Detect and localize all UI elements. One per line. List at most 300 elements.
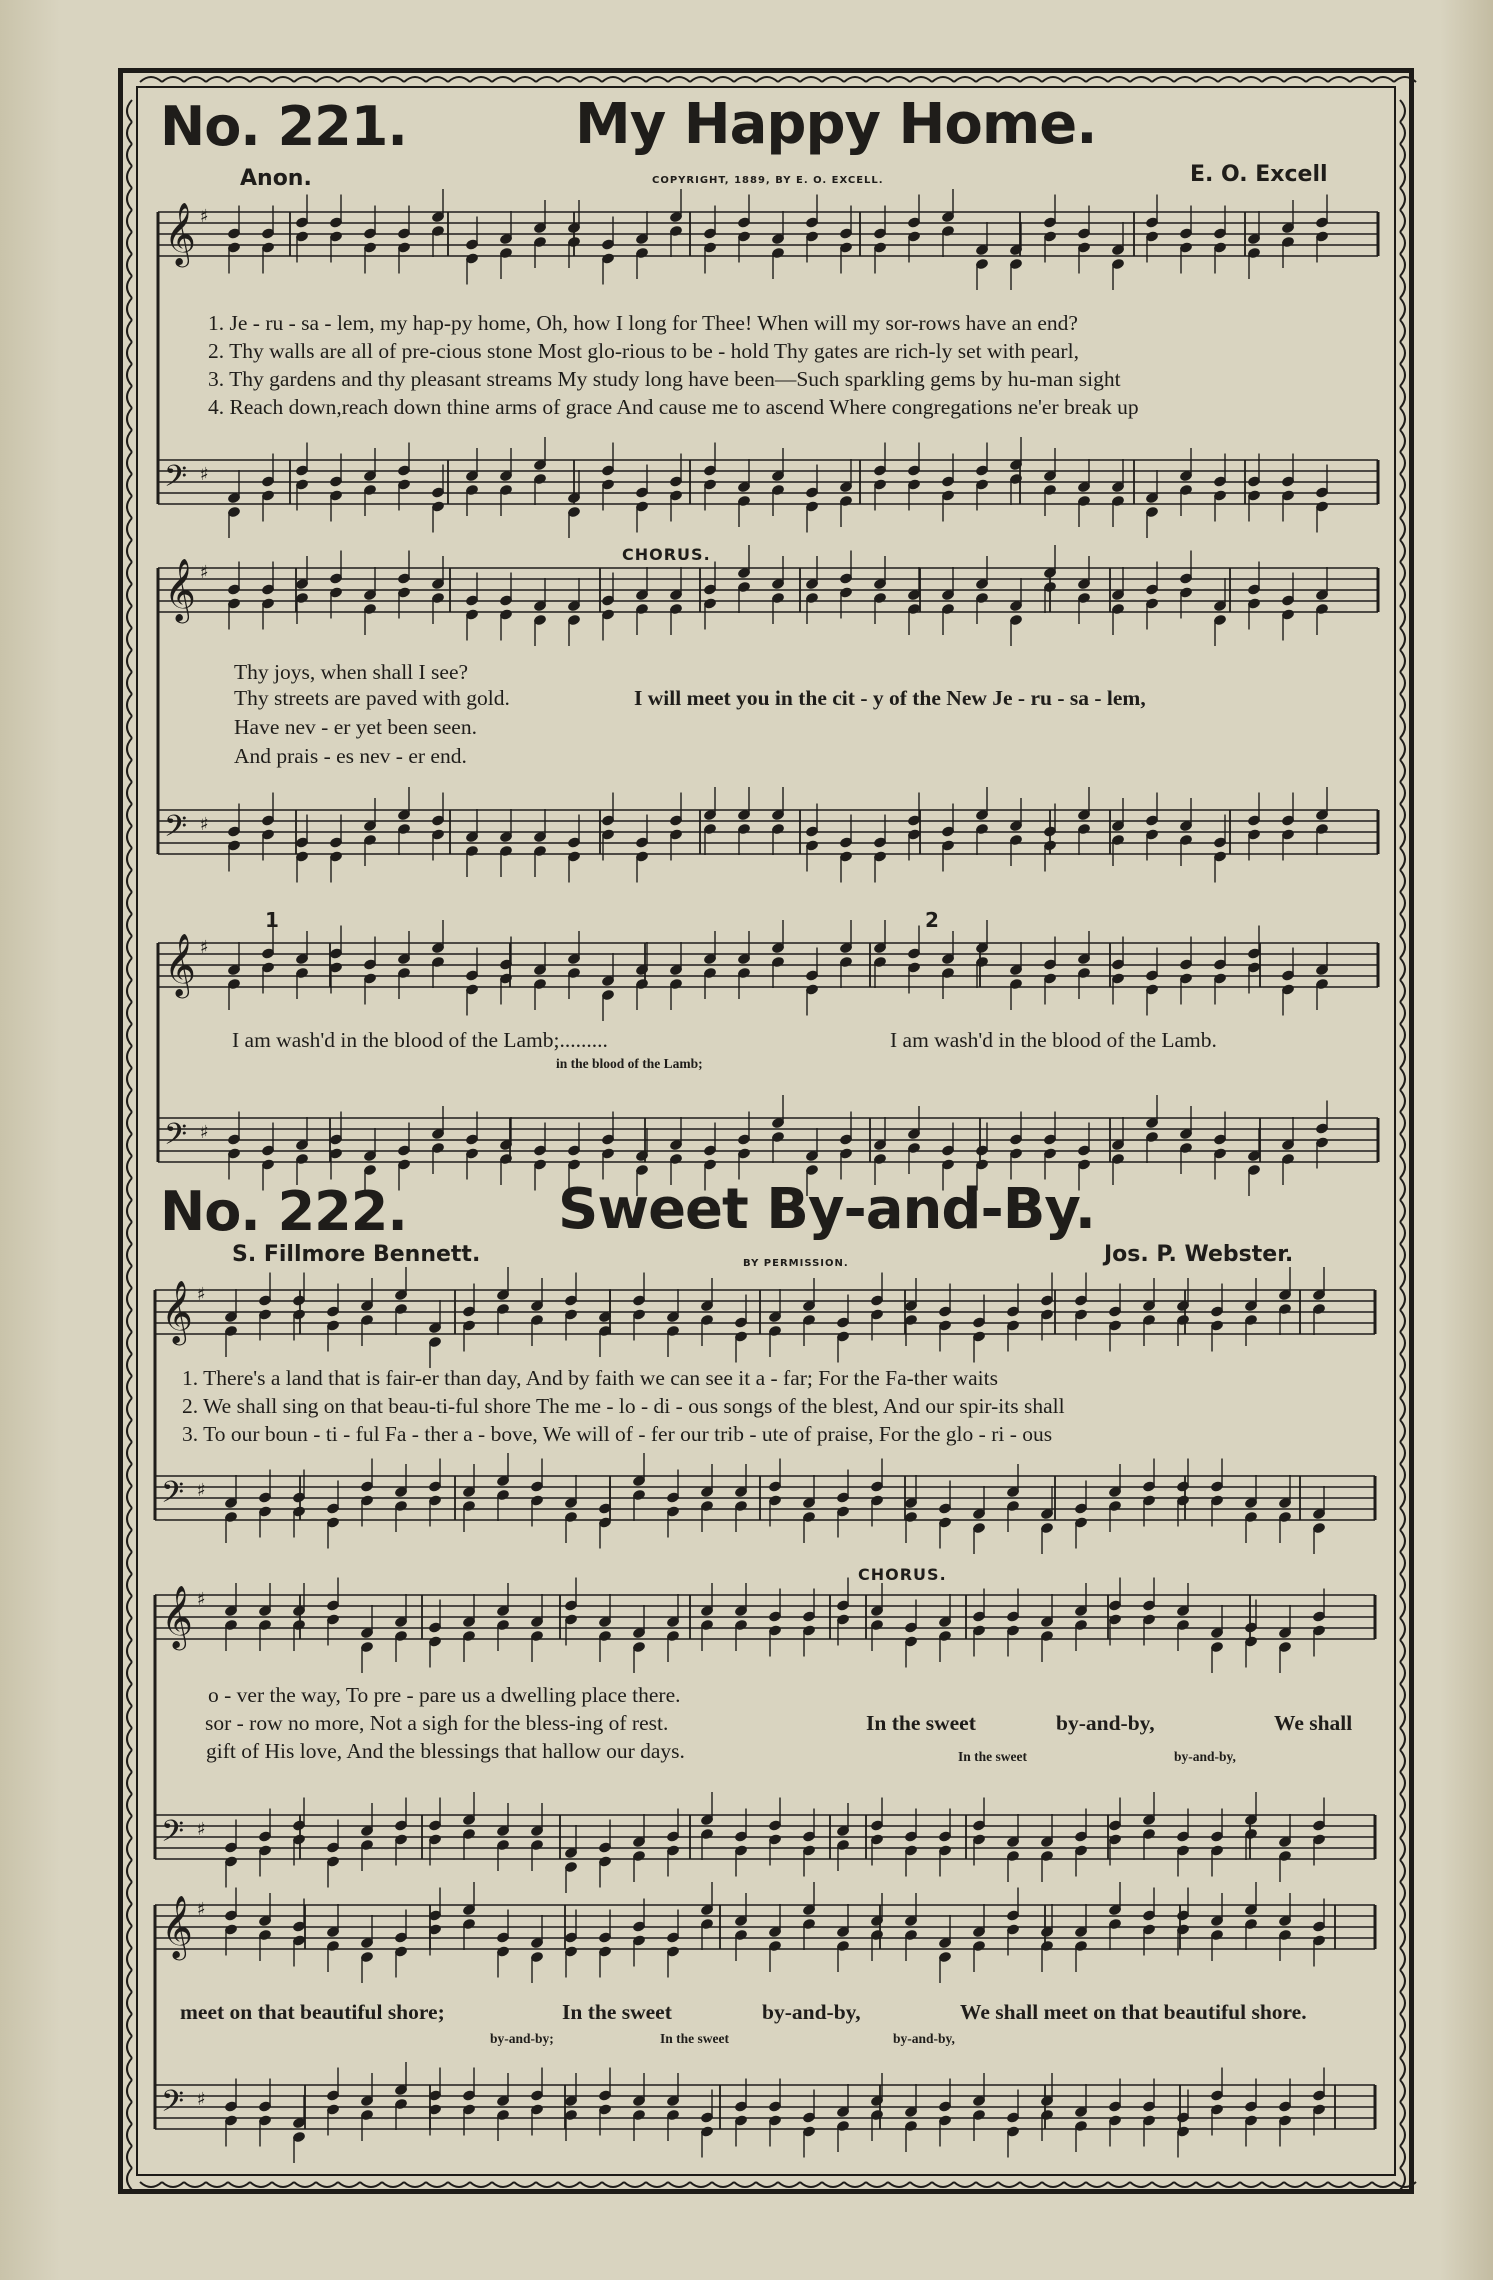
lyricist: S. Fillmore Bennett.	[232, 1242, 481, 1267]
border-scallop	[127, 1266, 132, 1288]
border-scallop	[127, 1530, 132, 1552]
chorus-lyric: Have nev - er yet been seen.	[234, 715, 477, 739]
border-scallop	[1400, 1266, 1405, 1288]
border-scallop	[1400, 1398, 1405, 1420]
border-scallop	[668, 2182, 690, 2187]
border-scallop	[1400, 1046, 1405, 1068]
border-scallop	[127, 562, 132, 584]
border-scallop	[1400, 1706, 1405, 1728]
verse-line: 3. To our boun - ti - ful Fa - ther a - bove, We will of - fer our trib - ute of praise, For the glo - ri - ous	[182, 1422, 1053, 1446]
border-scallop	[1400, 210, 1405, 232]
border-scallop	[976, 2182, 998, 2187]
border-scallop	[127, 298, 132, 320]
border-scallop	[1400, 848, 1405, 870]
border-scallop	[888, 77, 910, 82]
border-scallop	[1400, 540, 1405, 562]
border-scallop	[127, 1992, 132, 2014]
border-scallop	[998, 77, 1020, 82]
key-signature-sharp: ♯	[200, 814, 209, 835]
border-scallop	[1400, 672, 1405, 694]
border-scallop	[1328, 2182, 1350, 2187]
border-scallop	[998, 2182, 1020, 2187]
chorus-lyric: And prais - es nev - er end.	[234, 744, 467, 768]
permission-notice: BY PERMISSION.	[743, 1258, 849, 1269]
key-signature-sharp: ♯	[200, 562, 209, 583]
border-scallop	[470, 77, 492, 82]
border-scallop	[127, 1134, 132, 1156]
border-scallop	[1400, 562, 1405, 584]
border-scallop	[954, 2182, 976, 2187]
border-scallop	[1086, 77, 1108, 82]
border-scallop	[492, 77, 514, 82]
border-scallop	[127, 1750, 132, 1772]
border-scallop	[1400, 1222, 1405, 1244]
border-scallop	[1400, 1112, 1405, 1134]
border-scallop	[536, 77, 558, 82]
border-scallop	[1400, 650, 1405, 672]
border-scallop	[127, 1420, 132, 1442]
border-scallop	[127, 2168, 132, 2190]
border-scallop	[1400, 1662, 1405, 1684]
border-scallop	[1400, 1728, 1405, 1750]
chorus-lyric: We shall	[1274, 1711, 1353, 1735]
border-scallop	[1400, 1816, 1405, 1838]
chorus-label: CHORUS.	[622, 545, 711, 564]
border-scallop	[1400, 1508, 1405, 1530]
border-scallop	[127, 276, 132, 298]
border-scallop	[1400, 1640, 1405, 1662]
border-scallop	[1400, 1838, 1405, 1860]
border-scallop	[1400, 870, 1405, 892]
border-scallop	[1400, 496, 1405, 518]
border-scallop	[976, 77, 998, 82]
border-scallop	[228, 2182, 250, 2187]
clef: 𝄞	[161, 1585, 193, 1648]
border-scallop	[127, 1640, 132, 1662]
border-scallop	[470, 2182, 492, 2187]
border-scallop	[558, 77, 580, 82]
border-scallop	[127, 1772, 132, 1794]
key-signature-sharp: ♯	[197, 1819, 206, 1840]
chorus-lyric: I am wash'd in the blood of the Lamb;.........	[232, 1028, 608, 1052]
border-scallop	[127, 1574, 132, 1596]
border-scallop	[127, 1838, 132, 1860]
verse-line: 1. Je - ru - sa - lem, my hap-py home, Oh, how I long for Thee! When will my sor-rows have an end?	[208, 311, 1078, 335]
border-scallop	[1152, 2182, 1174, 2187]
border-scallop	[1400, 2036, 1405, 2058]
border-scallop	[127, 1464, 132, 1486]
key-signature-sharp: ♯	[197, 2089, 206, 2110]
border-scallop	[844, 77, 866, 82]
key-signature-sharp: ♯	[197, 1480, 206, 1501]
border-scallop	[1064, 2182, 1086, 2187]
border-scallop	[127, 1112, 132, 1134]
border-scallop	[127, 1046, 132, 1068]
border-scallop	[734, 77, 756, 82]
border-scallop	[127, 122, 132, 144]
border-scallop	[206, 2182, 228, 2187]
border-scallop	[624, 77, 646, 82]
border-scallop	[1400, 1376, 1405, 1398]
border-scallop	[127, 474, 132, 496]
border-scallop	[127, 936, 132, 958]
border-scallop	[127, 1904, 132, 1926]
border-scallop	[1174, 2182, 1196, 2187]
bass-lyric: by-and-by,	[1174, 1749, 1236, 1764]
border-scallop	[127, 232, 132, 254]
border-scallop	[338, 77, 360, 82]
border-scallop	[127, 1244, 132, 1266]
border-scallop	[1394, 77, 1416, 82]
border-scallop	[127, 694, 132, 716]
border-scallop	[624, 2182, 646, 2187]
border-scallop	[184, 2182, 206, 2187]
border-scallop	[1400, 144, 1405, 166]
border-scallop	[910, 2182, 932, 2187]
border-scallop	[250, 77, 272, 82]
border-scallop	[1372, 2182, 1394, 2187]
border-scallop	[954, 77, 976, 82]
border-scallop	[127, 804, 132, 826]
border-scallop	[1400, 320, 1405, 342]
border-scallop	[844, 2182, 866, 2187]
bass-lyric: by-and-by,	[893, 2031, 955, 2046]
border-scallop	[1400, 980, 1405, 1002]
border-scallop	[690, 77, 712, 82]
clef: 𝄢	[164, 1118, 188, 1159]
border-scallop	[1086, 2182, 1108, 2187]
border-scallop	[1400, 2146, 1405, 2168]
border-scallop	[1306, 2182, 1328, 2187]
border-scallop	[127, 1596, 132, 1618]
border-scallop	[1400, 1244, 1405, 1266]
chorus-lyric: In the sweet	[562, 2000, 672, 2024]
border-scallop	[1262, 2182, 1284, 2187]
hymn-number: No. 222.	[160, 1180, 407, 1243]
border-scallop	[1108, 77, 1130, 82]
chorus-lyric: by-and-by,	[762, 2000, 861, 2024]
border-scallop	[1400, 1156, 1405, 1178]
border-scallop	[1400, 298, 1405, 320]
border-scallop	[127, 650, 132, 672]
border-scallop	[1400, 1684, 1405, 1706]
key-signature-sharp: ♯	[197, 1899, 206, 1920]
border-scallop	[127, 1200, 132, 1222]
border-scallop	[127, 1816, 132, 1838]
border-scallop	[426, 2182, 448, 2187]
border-scallop	[1400, 1552, 1405, 1574]
border-scallop	[822, 77, 844, 82]
border-scallop	[1400, 1134, 1405, 1156]
border-scallop	[1400, 694, 1405, 716]
border-scallop	[127, 364, 132, 386]
border-scallop	[756, 2182, 778, 2187]
border-scallop	[127, 1684, 132, 1706]
border-scallop	[1400, 1948, 1405, 1970]
border-scallop	[127, 100, 132, 122]
border-scallop	[1400, 1486, 1405, 1508]
copyright-notice: COPYRIGHT, 1889, BY E. O. EXCELL.	[652, 175, 884, 186]
chorus-lyric: Thy streets are paved with gold.	[234, 686, 510, 710]
border-scallop	[1400, 122, 1405, 144]
border-scallop	[1196, 2182, 1218, 2187]
border-scallop	[1400, 826, 1405, 848]
border-scallop	[1400, 892, 1405, 914]
border-scallop	[712, 77, 734, 82]
border-scallop	[492, 2182, 514, 2187]
border-scallop	[127, 782, 132, 804]
border-scallop	[382, 77, 404, 82]
border-scallop	[1400, 364, 1405, 386]
border-scallop	[800, 77, 822, 82]
border-scallop	[1400, 1420, 1405, 1442]
border-scallop	[127, 1860, 132, 1882]
border-scallop	[1400, 1794, 1405, 1816]
border-scallop	[866, 77, 888, 82]
border-scallop	[580, 77, 602, 82]
clef: 𝄢	[161, 2085, 185, 2126]
border-scallop	[536, 2182, 558, 2187]
border-scallop	[127, 738, 132, 760]
border-scallop	[127, 1728, 132, 1750]
border-scallop	[1400, 738, 1405, 760]
clef: 𝄞	[164, 933, 196, 996]
border-scallop	[1400, 1288, 1405, 1310]
border-scallop	[1400, 2080, 1405, 2102]
border-scallop	[1350, 2182, 1372, 2187]
border-scallop	[206, 77, 228, 82]
border-scallop	[668, 77, 690, 82]
border-scallop	[1262, 77, 1284, 82]
chorus-lyric: In the sweet	[866, 1711, 976, 1735]
key-signature-sharp: ♯	[197, 1284, 206, 1305]
border-scallop	[1400, 1442, 1405, 1464]
border-scallop	[1400, 2014, 1405, 2036]
border-scallop	[140, 2182, 162, 2187]
border-scallop	[1400, 1178, 1405, 1200]
border-scallop	[1400, 474, 1405, 496]
border-scallop	[1400, 430, 1405, 452]
border-scallop	[1400, 1332, 1405, 1354]
chorus-lyric: Thy joys, when shall I see?	[234, 660, 469, 684]
border-scallop	[127, 1354, 132, 1376]
verse-line: 1. There's a land that is fair-er than day, And by faith we can see it a - far; For the Fa-ther waits	[182, 1366, 998, 1390]
border-scallop	[1400, 452, 1405, 474]
border-scallop	[127, 760, 132, 782]
border-scallop	[127, 1090, 132, 1112]
border-scallop	[1218, 2182, 1240, 2187]
border-scallop	[127, 1332, 132, 1354]
border-scallop	[127, 1706, 132, 1728]
border-scallop	[1400, 276, 1405, 298]
border-scallop	[1042, 77, 1064, 82]
border-scallop	[127, 958, 132, 980]
border-scallop	[1400, 760, 1405, 782]
border-scallop	[1400, 782, 1405, 804]
bass-lyric: by-and-by;	[490, 2031, 554, 2046]
border-scallop	[1400, 188, 1405, 210]
border-scallop	[1400, 2058, 1405, 2080]
border-scallop	[127, 1948, 132, 1970]
border-scallop	[1240, 77, 1262, 82]
chorus-lyric: We shall meet on that beautiful shore.	[960, 2000, 1307, 2024]
border-scallop	[127, 716, 132, 738]
border-scallop	[1218, 77, 1240, 82]
verse-end-lyric: sor - row no more, Not a sigh for the bless-ing of rest.	[205, 1711, 669, 1735]
border-scallop	[1400, 716, 1405, 738]
border-scallop	[127, 1288, 132, 1310]
border-scallop	[127, 386, 132, 408]
border-scallop	[1400, 1926, 1405, 1948]
border-scallop	[1400, 1002, 1405, 1024]
border-scallop	[316, 77, 338, 82]
clef: 𝄢	[164, 810, 188, 851]
border-scallop	[1240, 2182, 1262, 2187]
clef: 𝄢	[164, 460, 188, 501]
border-scallop	[1400, 606, 1405, 628]
border-scallop	[1400, 584, 1405, 606]
border-scallop	[1400, 936, 1405, 958]
border-scallop	[1400, 958, 1405, 980]
border-scallop	[127, 1398, 132, 1420]
border-scallop	[382, 2182, 404, 2187]
border-scallop	[127, 452, 132, 474]
border-scallop	[1400, 1574, 1405, 1596]
border-scallop	[360, 2182, 382, 2187]
border-scallop	[272, 77, 294, 82]
border-scallop	[127, 430, 132, 452]
border-scallop	[404, 2182, 426, 2187]
border-scallop	[646, 2182, 668, 2187]
clef: 𝄞	[164, 202, 196, 265]
border-scallop	[1400, 1090, 1405, 1112]
border-scallop	[127, 1926, 132, 1948]
border-scallop	[778, 77, 800, 82]
border-scallop	[272, 2182, 294, 2187]
clef: 𝄞	[164, 558, 196, 621]
border-scallop	[910, 77, 932, 82]
border-scallop	[1400, 1750, 1405, 1772]
border-scallop	[127, 188, 132, 210]
border-scallop	[127, 1618, 132, 1640]
border-scallop	[127, 1794, 132, 1816]
verse-line: 3. Thy gardens and thy pleasant streams My study long have been—Such sparkling gems by hu-man sight	[208, 367, 1121, 391]
border-scallop	[1400, 804, 1405, 826]
border-scallop	[1400, 100, 1405, 122]
border-scallop	[1350, 77, 1372, 82]
clef: 𝄢	[161, 1815, 185, 1856]
border-scallop	[127, 672, 132, 694]
border-scallop	[316, 2182, 338, 2187]
border-scallop	[360, 77, 382, 82]
hymn-title: Sweet By-and-By.	[558, 1177, 1096, 1242]
border-scallop	[558, 2182, 580, 2187]
verse-line: 2. We shall sing on that beau-ti-ful shore The me - lo - di - ous songs of the blest, And our spir-its shall	[182, 1394, 1065, 1418]
border-scallop	[127, 1442, 132, 1464]
hymn-number: No. 221.	[160, 95, 407, 158]
border-scallop	[127, 2058, 132, 2080]
border-scallop	[127, 210, 132, 232]
border-scallop	[1108, 2182, 1130, 2187]
border-scallop	[1400, 1882, 1405, 1904]
border-scallop	[127, 1024, 132, 1046]
border-scallop	[602, 77, 624, 82]
border-scallop	[127, 320, 132, 342]
verse-end-lyric: o - ver the way, To pre - pare us a dwelling place there.	[208, 1683, 681, 1707]
border-scallop	[1400, 1772, 1405, 1794]
clef: 𝄢	[161, 1476, 185, 1517]
border-scallop	[127, 584, 132, 606]
border-scallop	[1400, 1596, 1405, 1618]
border-scallop	[1400, 518, 1405, 540]
border-scallop	[756, 77, 778, 82]
border-scallop	[127, 1882, 132, 1904]
border-scallop	[162, 2182, 184, 2187]
border-scallop	[127, 408, 132, 430]
border-scallop	[127, 1002, 132, 1024]
border-scallop	[140, 77, 162, 82]
border-scallop	[426, 77, 448, 82]
lyricist: Anon.	[240, 166, 312, 191]
key-signature-sharp: ♯	[200, 206, 209, 227]
composer: Jos. P. Webster.	[1104, 1242, 1294, 1267]
border-scallop	[127, 1310, 132, 1332]
verse-end-lyric: gift of His love, And the blessings that hallow our days.	[206, 1739, 685, 1763]
border-scallop	[127, 848, 132, 870]
verse-line: 2. Thy walls are all of pre-cious stone Most glo-rious to be - hold Thy gates are rich-ly set with pearl,	[208, 339, 1079, 363]
chorus-lyric: I am wash'd in the blood of the Lamb.	[890, 1028, 1217, 1052]
border-scallop	[1400, 1024, 1405, 1046]
key-signature-sharp: ♯	[200, 937, 209, 958]
border-scallop	[127, 144, 132, 166]
border-scallop	[127, 1552, 132, 1574]
border-scallop	[580, 2182, 602, 2187]
border-scallop	[778, 2182, 800, 2187]
border-scallop	[127, 2146, 132, 2168]
border-scallop	[127, 254, 132, 276]
border-scallop	[1284, 2182, 1306, 2187]
border-scallop	[127, 826, 132, 848]
border-scallop	[127, 606, 132, 628]
clef: 𝄞	[161, 1280, 193, 1343]
border-scallop	[1400, 1860, 1405, 1882]
border-scallop	[1152, 77, 1174, 82]
bass-lyric: In the sweet	[958, 1749, 1027, 1764]
border-scallop	[127, 1068, 132, 1090]
border-scallop	[127, 2036, 132, 2058]
border-scallop	[1020, 2182, 1042, 2187]
border-scallop	[127, 1662, 132, 1684]
border-scallop	[1196, 77, 1218, 82]
border-scallop	[1400, 1200, 1405, 1222]
border-scallop	[932, 2182, 954, 2187]
border-scallop	[127, 496, 132, 518]
border-scallop	[1064, 77, 1086, 82]
border-scallop	[1400, 1970, 1405, 1992]
chorus-lyric: meet on that beautiful shore;	[180, 2000, 445, 2024]
second-ending-number: 2	[925, 908, 939, 932]
border-scallop	[1400, 1310, 1405, 1332]
border-scallop	[127, 1376, 132, 1398]
border-scallop	[127, 892, 132, 914]
key-signature-sharp: ♯	[200, 464, 209, 485]
chorus-lyric: by-and-by,	[1056, 1711, 1155, 1735]
border-scallop	[127, 1156, 132, 1178]
border-scallop	[1400, 2124, 1405, 2146]
chorus-label: CHORUS.	[858, 1565, 947, 1584]
border-scallop	[932, 77, 954, 82]
border-scallop	[127, 540, 132, 562]
